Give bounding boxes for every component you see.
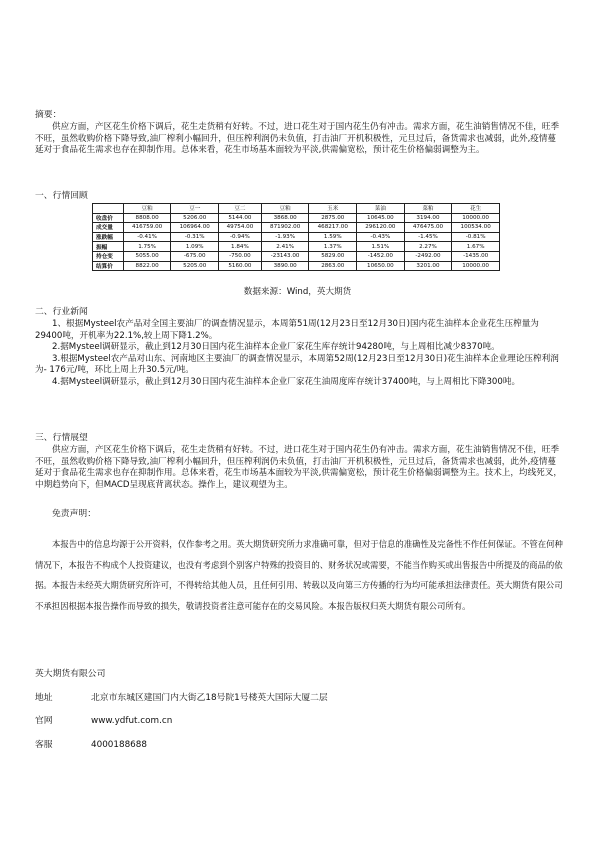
disclaimer-text	[35, 534, 563, 616]
news-item: 4.据Mysteel调研显示，截止到12月30日国内花生油样本企业厂家花生油周度库存统计37400吨，与上周相比下降300吨。	[52, 376, 521, 387]
table-cell: 5055.00	[123, 251, 171, 261]
address-label: 地址	[35, 693, 53, 703]
company-name: 英大期货有限公司	[35, 669, 106, 679]
table-cell: -23143.00	[261, 251, 309, 261]
website-link[interactable]: www.ydfut.com.cn	[91, 716, 173, 726]
website-row	[35, 713, 172, 726]
table-cell: 1.51%	[357, 242, 405, 252]
table-header-row	[93, 204, 500, 214]
table-cell: 476475.00	[404, 223, 452, 233]
disclaimer-paragraph: 本报告中的信息均源于公开资料，仅作参考之用。英大期货研究所力求准确可靠，但对于信息的准确性及完备性不作任何保证。不管在何种情况下，本报告不构成个人投资建议，也没有考虑到个别客户特殊的投资目的、财务状况或需要，不能当作购买或出售报告中所提及的商品的依据。本报告未经英大期货研究所许可，不得转给其他人员，且任何引用、转载以及向第三方传播的行为均可能承担法律责任。英大期货有限公司不承担因根据本报告操作而导致的损失，敬请投资者注意可能存在的交易风险。本报告版权归英大期货有限公司所有。	[35, 539, 563, 611]
news-item: 3.根据Mysteel农产品对山东、河南地区主要油厂的调查情况显示，本周第52周(12月23日至12月30日)花生油样本企业理论压榨利润为- 176元/吨，环比上周上升30.5元/吨。	[35, 353, 559, 376]
table-cell: 3868.00	[261, 213, 309, 223]
website-label: 官网	[35, 716, 53, 726]
column-header: 菜粕	[404, 204, 452, 214]
table-cell: 5205.00	[171, 261, 219, 271]
outlook-paragraph: 供应方面，产区花生价格下调后，花生走货稍有好转。不过，进口花生对于国内花生仍有冲击。需求方面，花生油销售情况不佳，旺季不旺，虽然收购价格下降导致,油厂榨利小幅回升，但压榨利润仍未负值，打击油厂开机积极性，元旦过后，备货需求也减弱，此外,疫情蔓延对于食品花生需求也存在抑制作用。总体来看，花生市场基本面较为平淡,供需偏宽松，预计花生价格偏弱调整为主。技术上，均线死叉，中期趋势向下，但MACD呈现底背离状态。操作上，建议观望为主。	[35, 445, 562, 490]
row-label: 振幅	[93, 242, 124, 252]
row-label: 持仓变	[93, 251, 124, 261]
row-label: 成交量	[93, 223, 124, 233]
row-label: 涨跌幅	[93, 232, 124, 242]
table-cell: 5144.00	[219, 213, 262, 223]
table-cell: 416759.00	[123, 223, 171, 233]
column-header: 豆一	[171, 204, 219, 214]
summary-text	[35, 122, 563, 157]
table-cell: 100534.00	[452, 223, 500, 233]
table-cell: 2875.00	[309, 213, 357, 223]
news-list	[35, 319, 563, 389]
row-label: 结算价	[93, 261, 124, 271]
table-cell: 8808.00	[123, 213, 171, 223]
table-cell: 2.27%	[404, 242, 452, 252]
table-row	[93, 251, 500, 261]
service-label: 客服	[35, 740, 53, 750]
table-cell: 5206.00	[171, 213, 219, 223]
table-cell: 1.84%	[219, 242, 262, 252]
column-header: 玉米	[309, 204, 357, 214]
table-cell: 49754.00	[219, 223, 262, 233]
table-cell: -0.43%	[357, 232, 405, 242]
table-cell: -750.00	[219, 251, 262, 261]
news-item: 2.据Mysteel调研显示，截止到12月30日国内花生油样本企业厂家花生库存统计94280吨，与上周相比减少8370吨。	[52, 342, 500, 353]
table-cell: 10650.00	[357, 261, 405, 271]
review-heading: 一、行情回顾	[35, 191, 88, 201]
table-cell: 871902.00	[261, 223, 309, 233]
column-header: 豆二	[219, 204, 262, 214]
table-cell: -1.93%	[261, 232, 309, 242]
table-cell: 3201.00	[404, 261, 452, 271]
table-caption: 数据来源：Wind，英大期货	[243, 287, 352, 297]
news-item: 1、根据Mysteel农产品对全国主要油厂的调查情况显示，本周第51周(12月23日至12月30日)国内花生油样本企业花生压榨量为29400吨，开机率为22.1%,较上周下降1.2%。	[35, 319, 539, 341]
disclaimer-heading: 免责声明：	[52, 509, 96, 519]
table-cell: -1.45%	[404, 232, 452, 242]
table-row	[93, 261, 500, 271]
address-row	[35, 690, 328, 703]
table-cell: -0.94%	[219, 232, 262, 242]
table-row	[93, 232, 500, 242]
table-cell: 3194.00	[404, 213, 452, 223]
table-cell: -675.00	[171, 251, 219, 261]
table-cell: 296120.00	[357, 223, 405, 233]
column-header: 豆粕	[123, 204, 171, 214]
table-cell: 5160.00	[219, 261, 262, 271]
table-cell: 1.09%	[171, 242, 219, 252]
table-cell: 8822.00	[123, 261, 171, 271]
table-row	[93, 242, 500, 252]
table-cell: 2.41%	[261, 242, 309, 252]
outlook-text	[35, 445, 563, 491]
table-row	[93, 223, 500, 233]
quotes-table	[92, 203, 500, 271]
table-cell: -0.31%	[171, 232, 219, 242]
column-header: 豆粕	[261, 204, 309, 214]
address-value: 北京市东城区建国门内大街乙18号院1号楼英大国际大厦二层	[91, 693, 328, 703]
table-cell: 1.37%	[309, 242, 357, 252]
outlook-heading: 三、行情展望	[35, 433, 88, 443]
summary-paragraph: 供应方面，产区花生价格下调后，花生走货稍有好转。不过，进口花生对于国内花生仍有冲击。需求方面，花生油销售情况不佳，旺季不旺，虽然收购价格下降导致,油厂榨利小幅回升，但压榨利润仍未负值，打击油厂开机积极性，元旦过后，备货需求也减弱，此外,疫情蔓延对于食品花生需求也存在抑制作用。总体来看，花生市场基本面较为平淡,供需偏宽松，预计花生价格偏弱调整为主。	[35, 122, 560, 156]
service-row	[35, 737, 147, 750]
table-cell: 2863.00	[309, 261, 357, 271]
table-cell: -0.41%	[123, 232, 171, 242]
table-cell: 1.67%	[452, 242, 500, 252]
table-cell: 10000.00	[452, 213, 500, 223]
table-row	[93, 213, 500, 223]
column-header: 花生	[452, 204, 500, 214]
table-cell: -1435.00	[452, 251, 500, 261]
column-header: 菜油	[357, 204, 405, 214]
table-cell: 1.75%	[123, 242, 171, 252]
table-cell: 468217.00	[309, 223, 357, 233]
table-cell: 106964.00	[171, 223, 219, 233]
news-heading: 二、行业新闻	[35, 307, 88, 317]
table-cell: 1.59%	[309, 232, 357, 242]
row-label: 收盘价	[93, 213, 124, 223]
table-corner-cell	[93, 204, 124, 214]
table-cell: 10000.00	[452, 261, 500, 271]
service-phone: 4000188688	[91, 740, 147, 750]
table-cell: -1452.00	[357, 251, 405, 261]
table-cell: -0.81%	[452, 232, 500, 242]
summary-heading: 摘要：	[35, 110, 62, 120]
table-cell: 3890.00	[261, 261, 309, 271]
table-cell: 5829.00	[309, 251, 357, 261]
table-cell: -2492.00	[404, 251, 452, 261]
table-cell: 10645.00	[357, 213, 405, 223]
